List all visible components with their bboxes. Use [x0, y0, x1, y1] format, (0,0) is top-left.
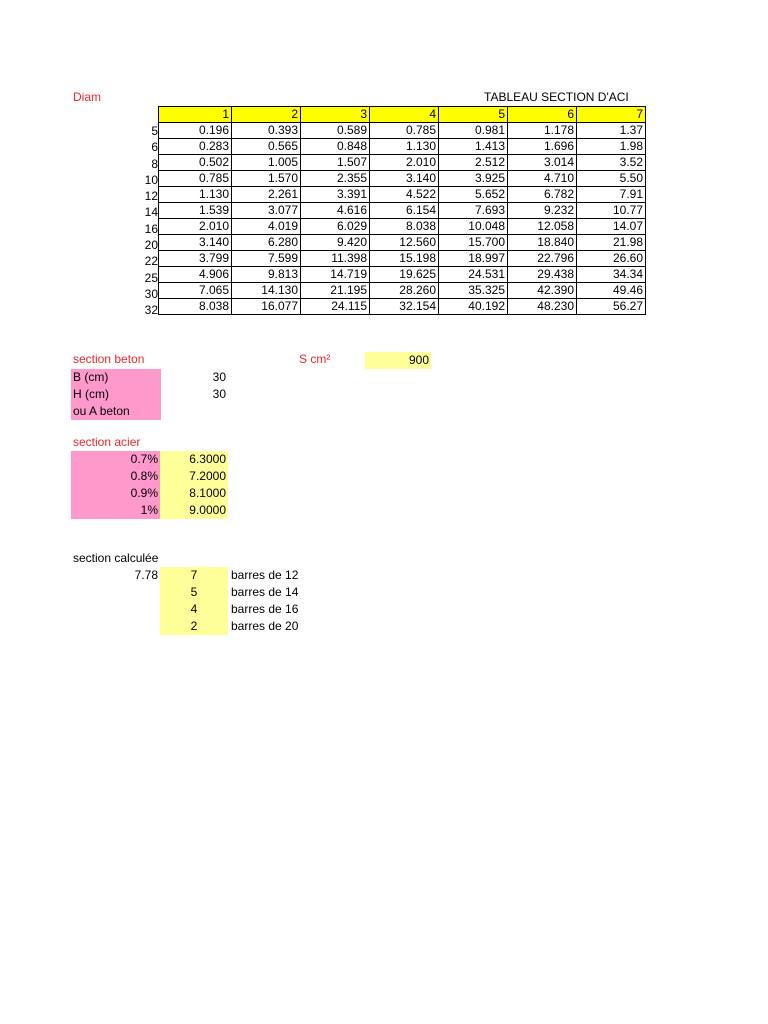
table-header-row: [159, 107, 646, 123]
table-cell[interactable]: 6.154: [370, 203, 439, 219]
table-cell[interactable]: 24.531: [439, 267, 508, 283]
table-cell[interactable]: 18.997: [439, 251, 508, 267]
table-cell[interactable]: 7.065: [159, 283, 232, 299]
table-cell[interactable]: 42.390: [508, 283, 577, 299]
table-cell[interactable]: 7.599: [232, 251, 301, 267]
table-cell[interactable]: 1.178: [508, 123, 577, 139]
diameter-label[interactable]: 5: [151, 124, 158, 138]
table-cell[interactable]: 1.130: [370, 139, 439, 155]
acier-value-cell[interactable]: 8.1000: [160, 485, 228, 502]
table-cell[interactable]: 4.710: [508, 171, 577, 187]
table-cell[interactable]: 26.60: [577, 251, 646, 267]
table-cell[interactable]: 14.719: [301, 267, 370, 283]
acier-value-cell[interactable]: 9.0000: [160, 502, 228, 519]
table-cell[interactable]: 32.154: [370, 299, 439, 315]
column-header-cell[interactable]: 4: [370, 107, 439, 123]
table-cell[interactable]: 3.925: [439, 171, 508, 187]
table-cell[interactable]: 34.34: [577, 267, 646, 283]
acier-percent-cell[interactable]: 0.8%: [71, 468, 160, 485]
column-header-cell[interactable]: 2: [232, 107, 301, 123]
acier-percent-cell[interactable]: 0.9%: [71, 485, 160, 502]
table-cell[interactable]: 1.570: [232, 171, 301, 187]
table-cell[interactable]: 3.391: [301, 187, 370, 203]
diameter-label[interactable]: 20: [144, 238, 158, 253]
table-cell[interactable]: 2.512: [439, 155, 508, 171]
table-row: [159, 251, 646, 267]
table-cell[interactable]: 5.50: [577, 171, 646, 187]
table-cell[interactable]: 21.98: [577, 235, 646, 251]
table-cell[interactable]: 28.260: [370, 283, 439, 299]
steel-section-table: [158, 106, 646, 315]
bar-count-cell[interactable]: 7: [160, 567, 228, 584]
table-cell[interactable]: 2.010: [159, 219, 232, 235]
table-cell[interactable]: 48.230: [508, 299, 577, 315]
table-cell[interactable]: 29.438: [508, 267, 577, 283]
table-cell[interactable]: 9.232: [508, 203, 577, 219]
section-beton-title[interactable]: section beton: [73, 352, 145, 366]
table-cell[interactable]: 0.848: [301, 139, 370, 155]
diameter-column: [130, 123, 158, 319]
table-cell[interactable]: 10.048: [439, 219, 508, 235]
table-cell[interactable]: 0.565: [232, 139, 301, 155]
table-cell[interactable]: 5.652: [439, 187, 508, 203]
table-cell[interactable]: 22.796: [508, 251, 577, 267]
table-cell[interactable]: 3.52: [577, 155, 646, 171]
table-row: [159, 171, 646, 187]
table-cell[interactable]: 11.398: [301, 251, 370, 267]
table-cell[interactable]: 10.77: [577, 203, 646, 219]
column-header-cell[interactable]: 3: [301, 107, 370, 123]
bar-label-cell[interactable]: barres de 16: [231, 602, 299, 616]
table-row: [159, 267, 646, 283]
diameter-label[interactable]: 8: [151, 156, 158, 171]
table-row: [159, 283, 646, 299]
table-cell[interactable]: 0.502: [159, 155, 232, 171]
diameter-label[interactable]: 30: [144, 286, 158, 301]
table-cell[interactable]: 15.198: [370, 251, 439, 267]
table-cell[interactable]: 40.192: [439, 299, 508, 315]
section-acier-title[interactable]: section acier: [73, 435, 141, 449]
s-cm2-label[interactable]: S cm²: [299, 352, 331, 366]
table-cell[interactable]: 18.840: [508, 235, 577, 251]
table-cell[interactable]: 35.325: [439, 283, 508, 299]
table-cell[interactable]: 21.195: [301, 283, 370, 299]
calc-value[interactable]: 7.78: [134, 568, 158, 582]
diameter-label[interactable]: 25: [144, 270, 158, 285]
table-row: [159, 203, 646, 219]
table-cell[interactable]: 49.46: [577, 283, 646, 299]
diameter-label[interactable]: 22: [144, 254, 158, 269]
bar-count-cell[interactable]: 4: [160, 601, 228, 618]
table-cell[interactable]: 9.420: [301, 235, 370, 251]
table-cell[interactable]: 4.616: [301, 203, 370, 219]
bar-label-cell[interactable]: barres de 14: [231, 585, 299, 599]
table-cell[interactable]: 24.115: [301, 299, 370, 315]
table-cell[interactable]: 1.539: [159, 203, 232, 219]
diameter-label[interactable]: 32: [144, 303, 158, 318]
diameter-label[interactable]: 16: [144, 221, 158, 236]
table-cell[interactable]: 12.560: [370, 235, 439, 251]
bar-label-cell[interactable]: barres de 20: [231, 619, 299, 633]
table-cell[interactable]: 16.077: [232, 299, 301, 315]
table-cell[interactable]: 2.355: [301, 171, 370, 187]
table-cell[interactable]: 7.91: [577, 187, 646, 203]
table-cell[interactable]: 0.589: [301, 123, 370, 139]
column-header-cell[interactable]: 6: [508, 107, 577, 123]
table-cell[interactable]: 1.98: [577, 139, 646, 155]
table-cell[interactable]: 0.283: [159, 139, 232, 155]
table-row: [159, 219, 646, 235]
table-cell[interactable]: 0.196: [159, 123, 232, 139]
table-cell[interactable]: 3.799: [159, 251, 232, 267]
s-cm2-value[interactable]: 900: [365, 352, 431, 369]
acier-percent-cell[interactable]: 0.7%: [71, 451, 160, 468]
acier-value-cell[interactable]: 6.3000: [160, 451, 228, 468]
b-value[interactable]: 30: [212, 370, 226, 384]
table-row: [159, 187, 646, 203]
table-cell[interactable]: 3.140: [370, 171, 439, 187]
table-cell[interactable]: 0.981: [439, 123, 508, 139]
table-row: [159, 139, 646, 155]
b-label[interactable]: B (cm): [73, 370, 109, 384]
table-title[interactable]: TABLEAU SECTION D'ACI: [484, 90, 629, 104]
table-cell[interactable]: 15.700: [439, 235, 508, 251]
table-cell[interactable]: 14.130: [232, 283, 301, 299]
table-cell[interactable]: 4.522: [370, 187, 439, 203]
table-cell[interactable]: 0.393: [232, 123, 301, 139]
table-cell[interactable]: 1.005: [232, 155, 301, 171]
table-cell[interactable]: 1.37: [577, 123, 646, 139]
table-cell[interactable]: 0.785: [370, 123, 439, 139]
acier-value-cell[interactable]: 7.2000: [160, 468, 228, 485]
table-cell[interactable]: 2.261: [232, 187, 301, 203]
table-cell[interactable]: 3.077: [232, 203, 301, 219]
table-cell[interactable]: 1.130: [159, 187, 232, 203]
table-row: [159, 123, 646, 139]
diameter-label[interactable]: 14: [144, 205, 158, 220]
table-cell[interactable]: 7.693: [439, 203, 508, 219]
table-cell[interactable]: 56.27: [577, 299, 646, 315]
diameter-label[interactable]: 6: [151, 140, 158, 155]
table-cell[interactable]: 3.014: [508, 155, 577, 171]
column-header-cell[interactable]: 5: [439, 107, 508, 123]
table-cell[interactable]: 1.507: [301, 155, 370, 171]
table-row: [159, 299, 646, 315]
diameter-label[interactable]: 12: [144, 189, 158, 204]
table-cell[interactable]: 2.010: [370, 155, 439, 171]
bar-count-cell[interactable]: 2: [160, 618, 228, 635]
bar-count-cell[interactable]: 5: [160, 584, 228, 601]
diam-label[interactable]: Diam: [73, 90, 102, 104]
table-cell[interactable]: 4.906: [159, 267, 232, 283]
column-header-cell[interactable]: 1: [159, 107, 232, 123]
table-cell[interactable]: 9.813: [232, 267, 301, 283]
table-row: [159, 155, 646, 171]
table-cell[interactable]: 12.058: [508, 219, 577, 235]
table-cell[interactable]: 6.280: [232, 235, 301, 251]
acier-percent-cell[interactable]: 1%: [71, 502, 160, 519]
h-value[interactable]: 30: [212, 387, 226, 401]
h-label[interactable]: H (cm): [73, 387, 109, 401]
table-cell[interactable]: 0.785: [159, 171, 232, 187]
table-cell[interactable]: 14.07: [577, 219, 646, 235]
section-calculee-title[interactable]: section calculée: [73, 551, 159, 565]
table-cell[interactable]: 1.413: [439, 139, 508, 155]
table-cell[interactable]: 8.038: [370, 219, 439, 235]
table-cell[interactable]: 19.625: [370, 267, 439, 283]
table-cell[interactable]: 1.696: [508, 139, 577, 155]
column-header-cell[interactable]: 7: [577, 107, 646, 123]
table-cell[interactable]: 6.029: [301, 219, 370, 235]
table-row: [159, 235, 646, 251]
table-cell[interactable]: 3.140: [159, 235, 232, 251]
table-cell[interactable]: 8.038: [159, 299, 232, 315]
diameter-label[interactable]: 10: [144, 172, 158, 187]
a-beton-label[interactable]: ou A beton: [73, 404, 130, 418]
table-cell[interactable]: 6.782: [508, 187, 577, 203]
bar-label-cell[interactable]: barres de 12: [231, 568, 299, 582]
table-cell[interactable]: 4.019: [232, 219, 301, 235]
